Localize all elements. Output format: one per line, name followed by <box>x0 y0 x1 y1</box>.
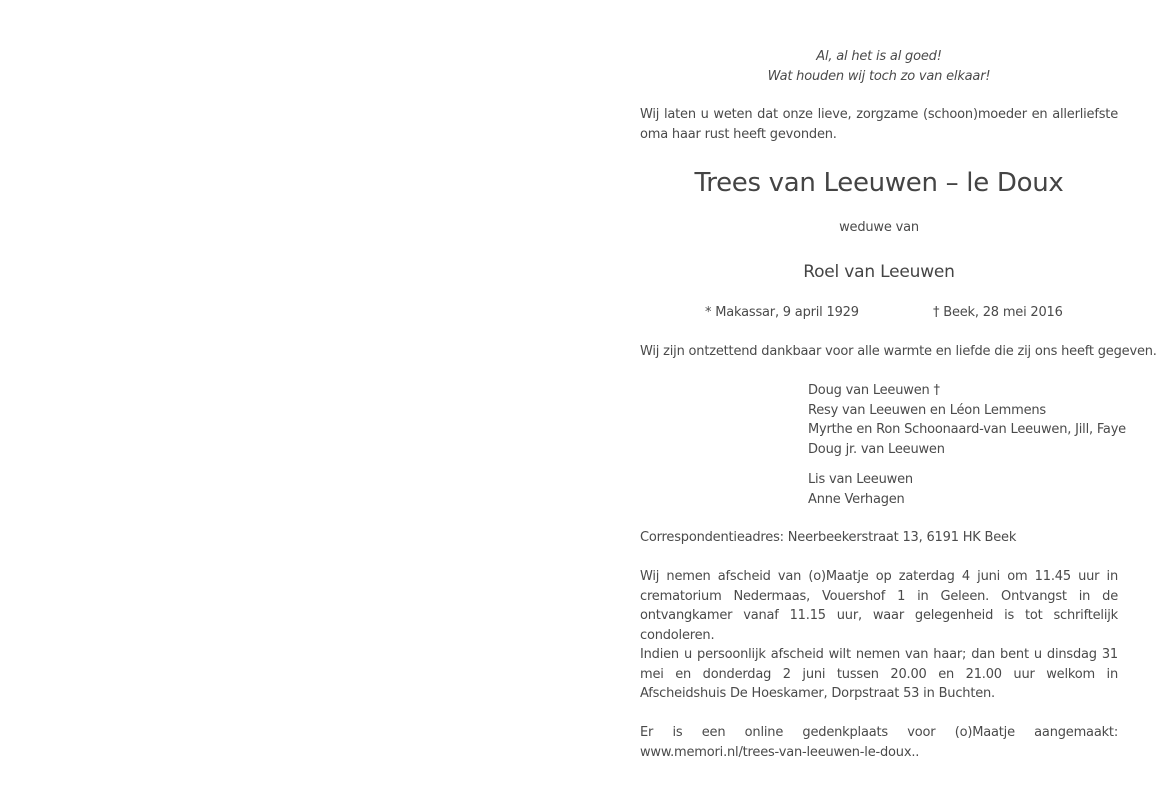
death-info: † Beek, 28 mei 2016 <box>933 305 1063 320</box>
correspondence-address: Correspondentieadres: Neerbeekerstraat 13, 6191 HK Beek <box>640 530 1017 545</box>
birth-info: * Makassar, 9 april 1929 <box>705 305 859 320</box>
family-group-2 <box>808 470 1118 509</box>
family-member: Doug van Leeuwen † <box>808 383 940 398</box>
family-group-1 <box>808 381 1126 459</box>
quote-line-1: Al, al het is al goed! <box>816 49 942 64</box>
deceased-name: Trees van Leeuwen – le Doux <box>694 168 1064 198</box>
quote <box>640 47 1118 86</box>
family-member: Resy van Leeuwen en Léon Lemmens <box>808 402 1046 418</box>
intro-text: Wij laten u weten dat onze lieve, zorgzame (schoon)moeder en allerliefste oma haar rust heeft gevonden. <box>640 107 1118 142</box>
personal-farewell-info: Indien u persoonlijk afscheid wilt nemen van haar; dan bent u dinsdag 31 mei en donderdag 2 juni tussen 20.00 en 21.00 uur welkom in Afscheidshuis De Hoeskamer, Dorpstraat 53 in Buchten. <box>640 647 1118 701</box>
obituary-card <box>640 0 1157 807</box>
widow-of-label: weduwe van <box>839 220 919 235</box>
farewell-info: Wij nemen afscheid van (o)Maatje op zaterdag 4 juni om 11.45 uur in crematorium Nedermaas, Vouershof 1 in Geleen. Ontvangst in de ontvangkamer vanaf 11.15 uur, waar gelegenheid is tot schriftelijk condoleren. <box>640 569 1118 643</box>
family-member: Doug jr. van Leeuwen <box>808 441 945 457</box>
blank-left-page <box>0 0 584 807</box>
quote-line-2: Wat houden wij toch zo van elkaar! <box>767 68 991 84</box>
spouse-name: Roel van Leeuwen <box>803 262 955 282</box>
online-memorial-info: Er is een online gedenkplaats voor (o)Maatje aangemaakt: www.memori.nl/trees-van-leeuwen-le-doux.. <box>640 725 1118 760</box>
family-member: Anne Verhagen <box>808 491 905 507</box>
family-member: Lis van Leeuwen <box>808 472 913 487</box>
gratitude-text: Wij zijn ontzettend dankbaar voor alle warmte en liefde die zij ons heeft gegeven. <box>640 344 1157 359</box>
family-member: Myrthe en Ron Schoonaard-van Leeuwen, Jill, Faye <box>808 422 1126 437</box>
